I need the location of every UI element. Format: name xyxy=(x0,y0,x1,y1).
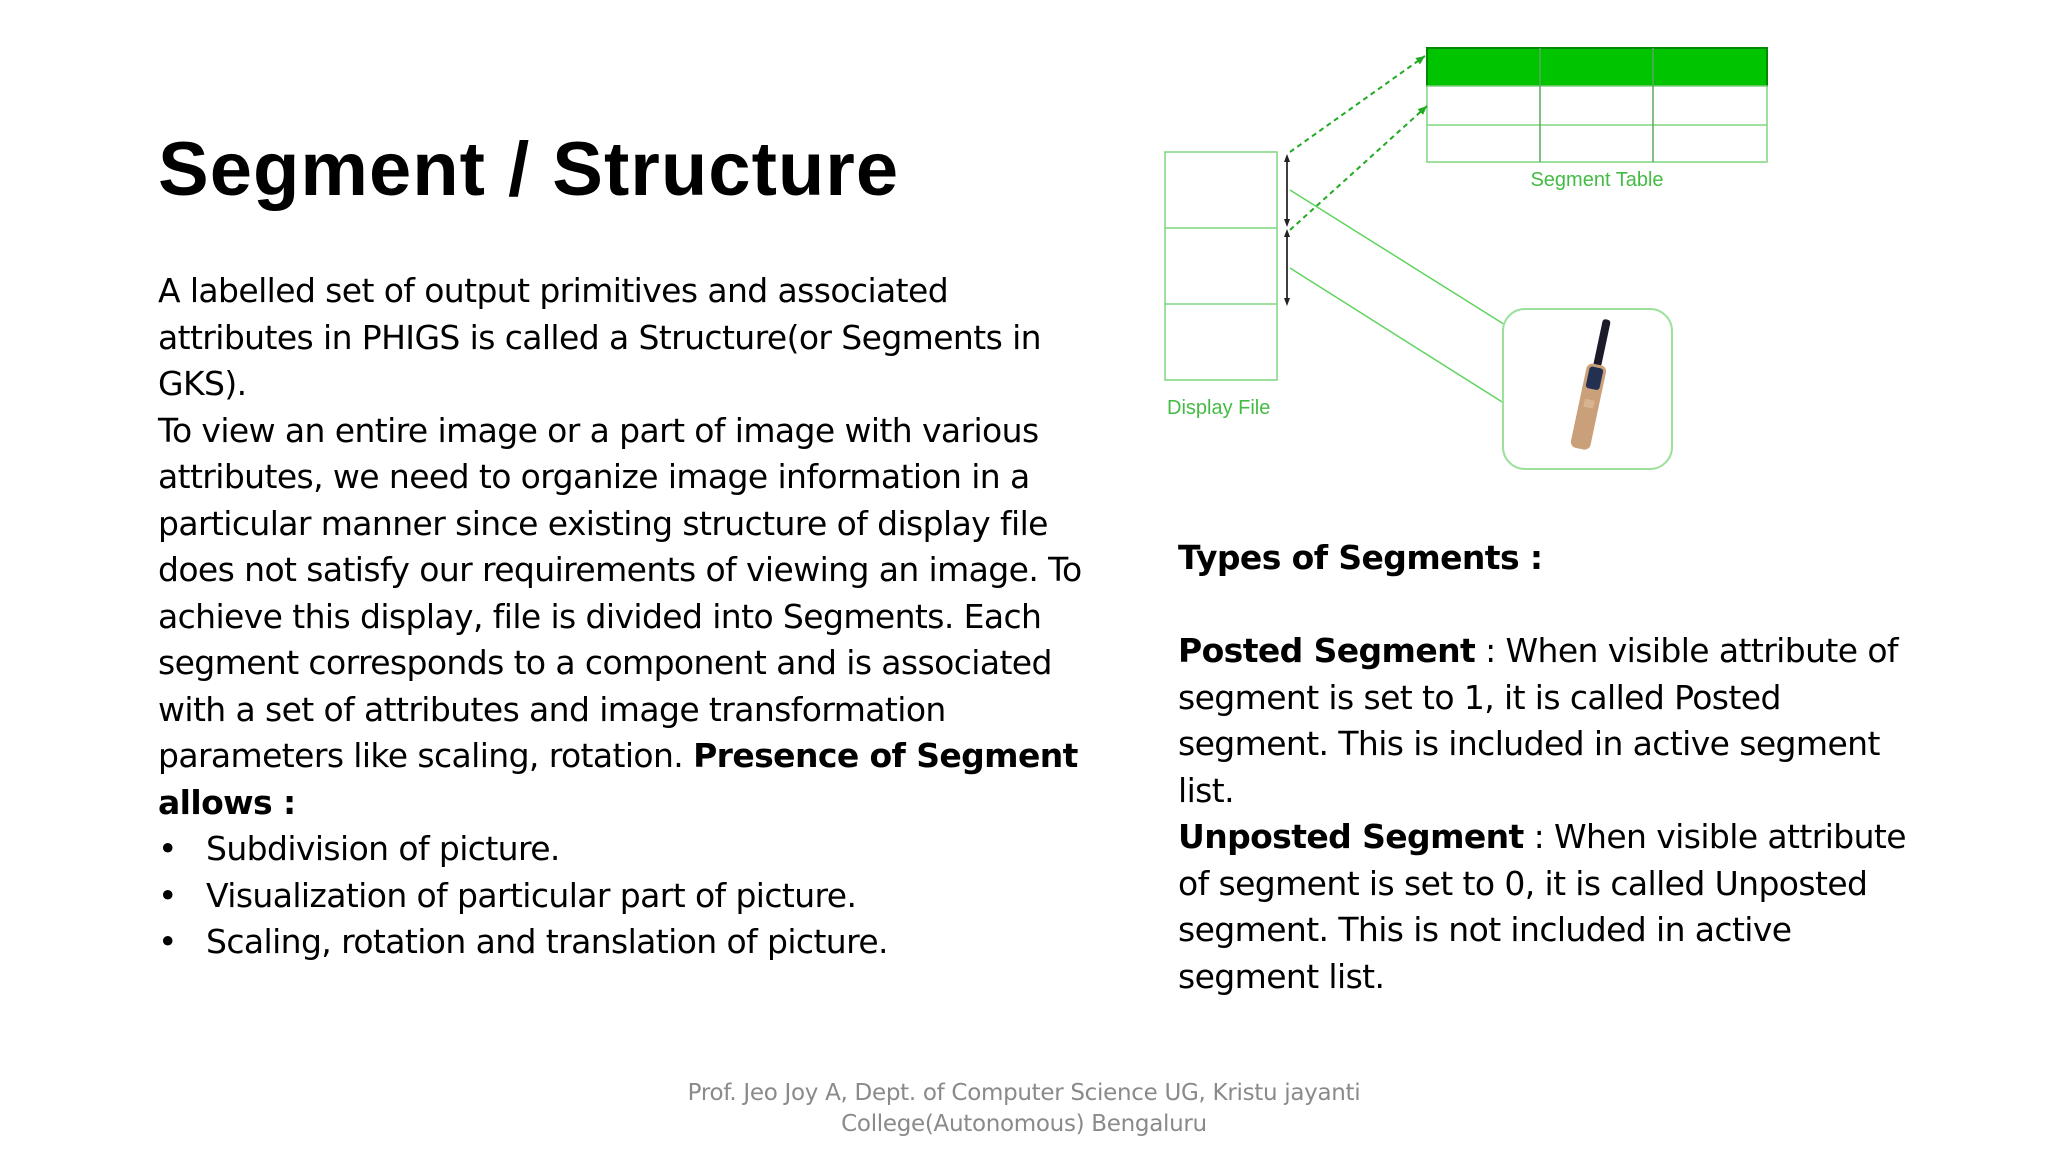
segment-table xyxy=(1427,48,1767,162)
cricket-bat-image xyxy=(1503,309,1672,469)
unposted-segment-term: Unposted Segment xyxy=(1178,817,1524,856)
bullet-item xyxy=(158,873,1103,920)
intro-paragraph-2-text: To view an entire image or a part of image with various attributes, we need to organize image information in a particular manner since existing structure of display file does not satisfy our requirements of viewing an image. To achieve this display, file is divided into Segments. Each segment corresponds to a component and is associated with a set of attributes and image transformation parameters like scaling, rotation. xyxy=(158,410,1082,775)
bullet-mark: • xyxy=(158,875,177,915)
posted-segment-desc: : When visible attribute of segment is set to 1, it is called Posted segment. This is included in active segment list. xyxy=(1178,631,1898,810)
presence-label: Presence of Segment allows : xyxy=(158,736,1078,822)
footer-line-2: College(Autonomous) Bengaluru xyxy=(841,1111,1207,1137)
bullet-mark: • xyxy=(158,922,177,961)
bullet-text: Scaling, rotation and translation of picture. xyxy=(206,922,888,961)
unposted-segment-desc: : When visible attribute of segment is set to 0, it is called Unposted segment. This is not included in active segment list. xyxy=(1178,817,1906,996)
bullet-text: Subdivision of picture. xyxy=(206,829,560,868)
unposted-segment-definition xyxy=(1178,814,1938,1000)
slide-title: Segment / Structure xyxy=(158,127,900,212)
segment-table-header xyxy=(1427,48,1767,86)
intro-text xyxy=(158,268,1103,966)
segment-table-label: Segment Table xyxy=(1530,169,1664,191)
footer-credit xyxy=(0,1078,2048,1140)
segment-types xyxy=(1178,535,1938,1000)
bullet-text: Visualization of particular part of picture. xyxy=(206,875,857,915)
types-heading: Types of Segments : xyxy=(1178,538,1543,577)
segment-diagram xyxy=(1150,40,1930,480)
spacer xyxy=(1178,582,1938,629)
posted-segment-definition xyxy=(1178,628,1938,814)
display-file xyxy=(1165,152,1277,380)
bullet-item xyxy=(158,826,1103,873)
intro-paragraph-1: A labelled set of output primitives and associated attributes in PHIGS is called a Structure(or Segments in GKS). xyxy=(158,271,1041,403)
bullet-mark: • xyxy=(158,829,177,868)
bullet-item xyxy=(158,919,1103,966)
footer-line-1: Prof. Jeo Joy A, Dept. of Computer Science UG, Kristu jayanti xyxy=(687,1080,1361,1106)
intro-paragraph-2 xyxy=(158,408,1103,827)
display-file-label: Display File xyxy=(1167,397,1271,419)
bullet-list xyxy=(158,826,1103,966)
posted-segment-term: Posted Segment xyxy=(1178,631,1476,670)
